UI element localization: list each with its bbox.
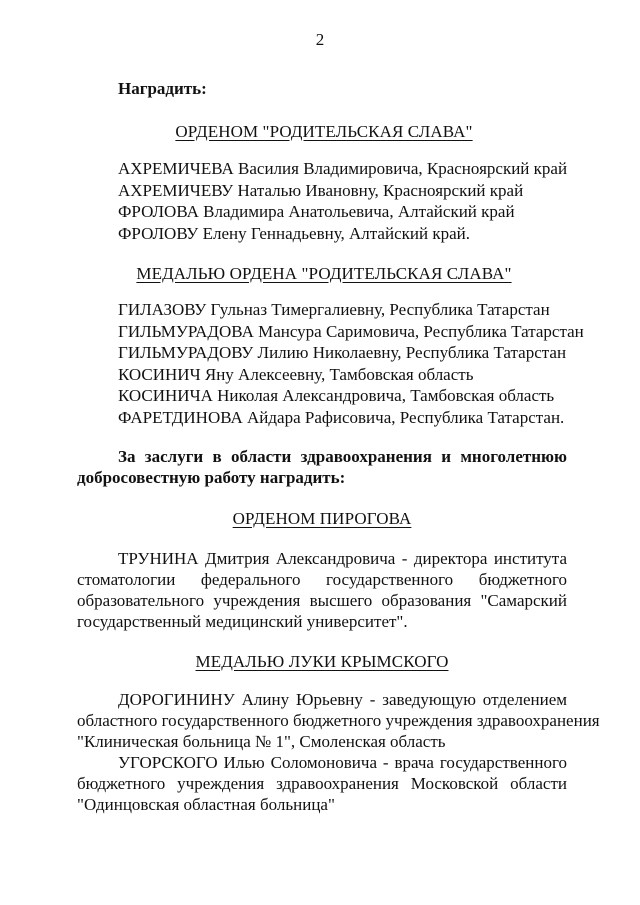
section-title-order-parental-glory: ОРДЕНОМ "РОДИТЕЛЬСКАЯ СЛАВА" bbox=[175, 122, 473, 141]
recipient-line: КОСИНИЧ Яну Алексеевну, Тамбовская область bbox=[118, 364, 474, 384]
section-title-medal-parental-glory: МЕДАЛЬЮ ОРДЕНА "РОДИТЕЛЬСКАЯ СЛАВА" bbox=[136, 264, 512, 283]
page-number: 2 bbox=[315, 30, 325, 49]
recipient-line: ГИЛАЗОВУ Гульназ Тимергалиевну, Республика Татарстан bbox=[118, 300, 550, 319]
healthcare-award-intro bbox=[77, 446, 567, 488]
paragraph-order-pirogov bbox=[77, 548, 567, 632]
intro-line: добросовестную работу наградить: bbox=[77, 468, 346, 487]
award-heading: Наградить: bbox=[118, 79, 207, 98]
recipient-line: ФАРЕТДИНОВА Айдара Рафисовича, Республика Татарстан. bbox=[118, 407, 565, 427]
paragraph-line: ДОРОГИНИНУ Алину Юрьевну - заведующую отделением bbox=[118, 690, 567, 709]
recipient-line: АХРЕМИЧЕВУ Наталью Ивановну, Красноярский край bbox=[118, 180, 524, 200]
paragraph-line: УГОРСКОГО Илью Соломоновича - врача государственного bbox=[118, 753, 567, 772]
section-title-order-pirogov: ОРДЕНОМ ПИРОГОВА bbox=[232, 509, 412, 528]
paragraph-medal-luka-krymsky-1 bbox=[77, 689, 600, 752]
recipient-list-order-parental-glory bbox=[118, 158, 567, 244]
recipient-line: КОСИНИЧА Николая Александровича, Тамбовская область bbox=[118, 386, 555, 405]
paragraph-line: образовательного учреждения высшего образования "Самарский bbox=[77, 591, 567, 610]
recipient-line: ФРОЛОВА Владимира Анатольевича, Алтайский край bbox=[118, 202, 515, 221]
intro-line: За заслуги в области здравоохранения и многолетнюю bbox=[118, 447, 567, 466]
recipient-line: ГИЛЬМУРАДОВА Мансура Саримовича, Республика Татарстан bbox=[118, 321, 584, 341]
paragraph-line: бюджетного учреждения здравоохранения Московской области bbox=[77, 774, 567, 793]
paragraph-medal-luka-krymsky-2 bbox=[77, 752, 567, 815]
paragraph-line: ТРУНИНА Дмитрия Александровича - директора института bbox=[118, 549, 567, 568]
recipient-line: АХРЕМИЧЕВА Василия Владимировича, Красноярский край bbox=[118, 159, 568, 178]
recipient-line: ГИЛЬМУРАДОВУ Лилию Николаевну, Республика Татарстан bbox=[118, 343, 567, 362]
paragraph-line: "Клиническая больница № 1", Смоленская область bbox=[77, 732, 446, 751]
paragraph-line: стоматологии федерального государственного бюджетного bbox=[77, 570, 567, 589]
recipient-list-medal-parental-glory bbox=[118, 299, 584, 428]
section-title-medal-luka-krymsky: МЕДАЛЬЮ ЛУКИ КРЫМСКОГО bbox=[195, 652, 449, 671]
paragraph-line: государственный медицинский университет". bbox=[77, 612, 408, 631]
paragraph-line: "Одинцовская областная больница" bbox=[77, 795, 335, 814]
recipient-line: ФРОЛОВУ Елену Геннадьевну, Алтайский край. bbox=[118, 223, 470, 243]
paragraph-line: областного государственного бюджетного учреждения здравоохранения bbox=[77, 711, 600, 730]
